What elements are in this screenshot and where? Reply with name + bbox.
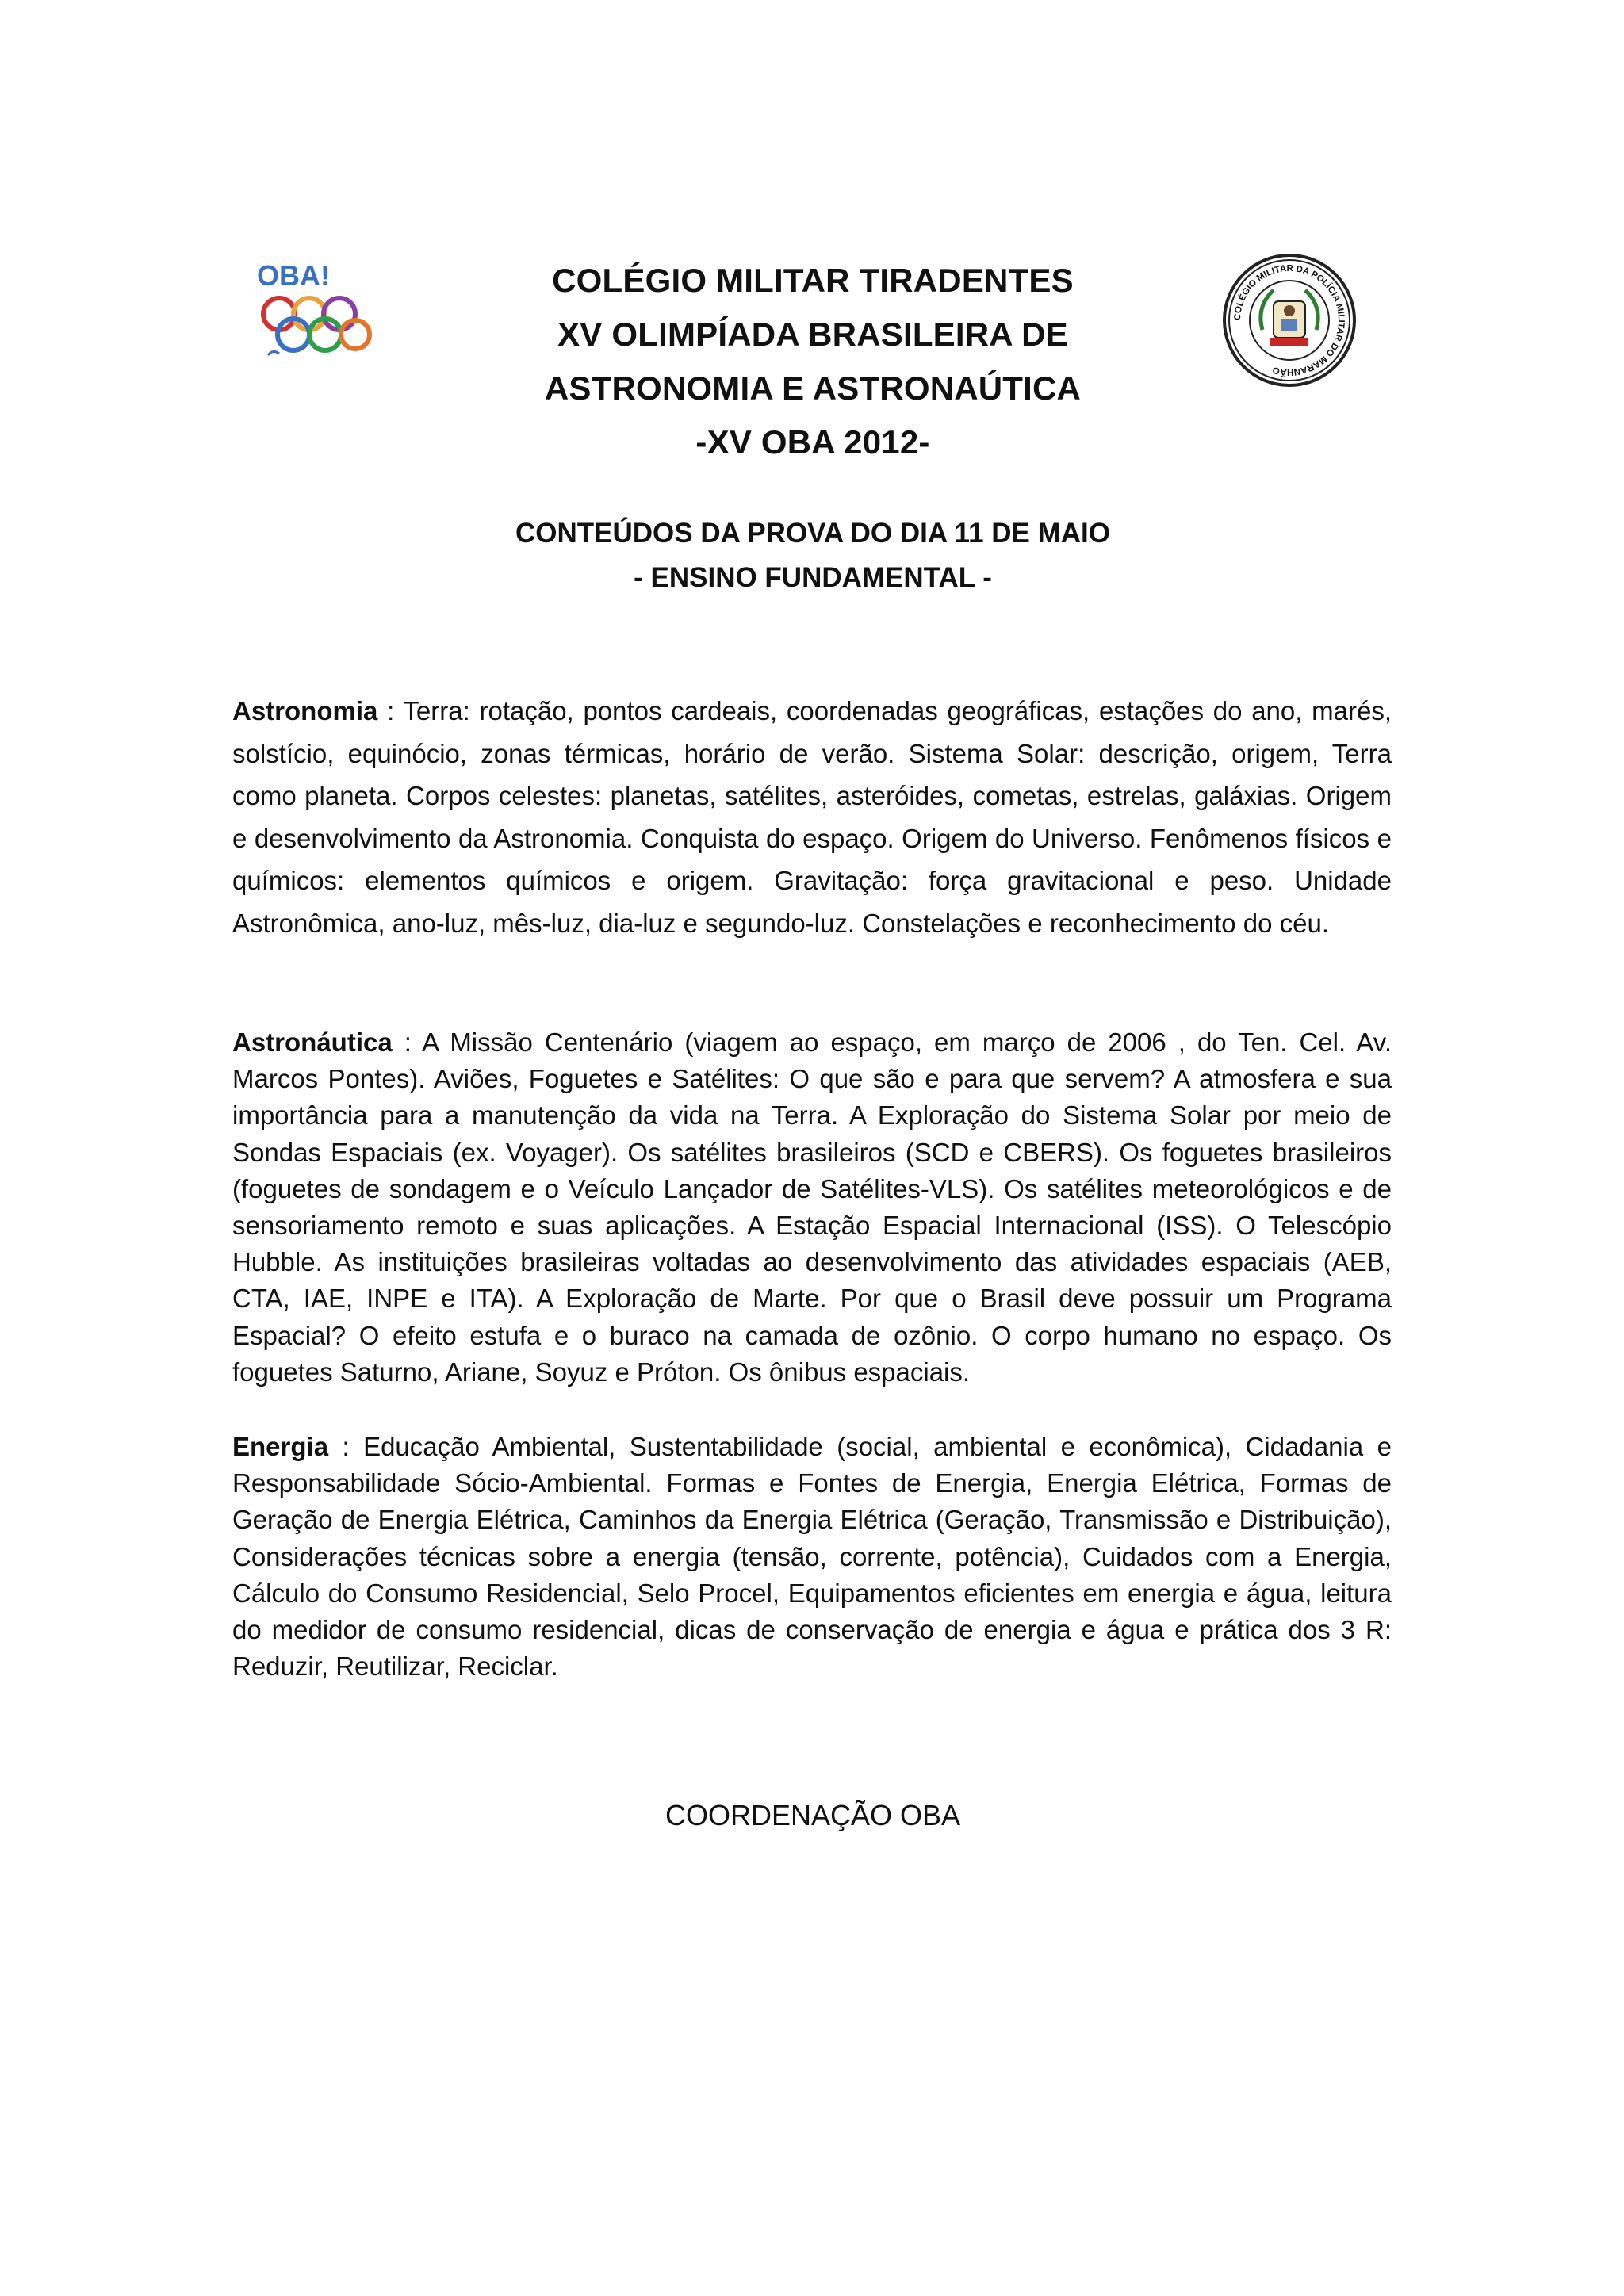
school-seal-graphic — [1221, 252, 1358, 388]
section-text-astronautica: A Missão Centenário (viagem ao espaço, em março de 2006 , do Ten. Cel. Av. Marcos Pontes). Aviões, Foguetes e Satélites: O que são e para que servem? A atmosfera e sua importância para a manutenção da vida na Terra. A Exploração do Sistema Solar por meio de Sondas Espaciais (ex. Voyager). Os satélites brasileiros (SCD e CBERS). Os foguetes brasileiros (foguetes de sondagem e o Veículo Lançador de Satélites-VLS). Os satélites meteorológicos e de sensoriamento remoto e suas aplicações. A Estação Espacial Internacional (ISS). O Telescópio Hubble. As instituições brasileiras voltadas ao desenvolvimento das atividades espaciais (AEB, CTA, IAE, INPE e ITA). A Exploração de Marte. Por que o Brasil deve possuir um Programa Espacial? O efeito estufa e o buraco na camada de ozônio. O corpo humano no espaço. Os foguetes Saturno, Ariane, Soyuz e Próton. Os ônibus espaciais. — [232, 1027, 1392, 1387]
section-title-astronautica: Astronáutica — [232, 1027, 393, 1057]
oba-logo — [246, 252, 381, 371]
school-seal-logo — [1221, 252, 1358, 388]
seal-ring-text: COLÉGIO MILITAR DA POLÍCIA MILITAR DO MARANHÃO — [1232, 263, 1346, 377]
oba-logo-text: OBA! — [257, 259, 330, 292]
section-title-astronomia: Astronomia — [232, 696, 378, 725]
section-astronomia — [232, 690, 1392, 944]
section-separator: : — [328, 1432, 364, 1461]
school-name: COLÉGIO MILITAR TIRADENTES — [552, 262, 1074, 299]
exam-date-title: CONTEÚDOS DA PROVA DO DIA 11 DE MAIO — [515, 518, 1110, 549]
section-title-energia: Energia — [232, 1432, 329, 1461]
section-astronautica — [232, 1024, 1392, 1391]
olympiad-title-line1: XV OLIMPÍADA BRASILEIRA DE — [557, 316, 1068, 353]
exam-subheader — [412, 511, 1213, 600]
olympiad-title-line2: ASTRONOMIA E ASTRONAÚTICA — [544, 369, 1082, 407]
section-separator: : — [377, 696, 404, 725]
section-text-energia: Educação Ambiental, Sustentabilidade (social, ambiental e econômica), Cidadania e Responsabilidade Sócio-Ambiental. Formas e Fontes de Energia, Energia Elétrica, Formas de Geração de Energia Elétrica, Caminhos da Energia Elétrica (Geração, Transmissão e Distribuição), Considerações técnicas sobre a energia (tensão, corrente, potência), Cuidados com a Energia, Cálculo do Consumo Residencial, Selo Procel, Equipamentos eficientes em energia e água, leitura do medidor de consumo residencial, dicas de conservação de energia e água e prática dos 3 R: Reduzir, Reutilizar, Reciclar. — [232, 1432, 1392, 1682]
section-energia — [232, 1429, 1392, 1685]
oba-logo-graphic — [246, 252, 381, 371]
footer-signature: COORDENAÇÃO OBA — [665, 1799, 961, 1831]
education-level: - ENSINO FUNDAMENTAL - — [634, 562, 992, 593]
edition-label: -XV OBA 2012- — [695, 423, 930, 461]
section-separator: : — [392, 1027, 423, 1057]
document-header — [444, 254, 1182, 469]
section-text-astronomia: Terra: rotação, pontos cardeais, coordenadas geográficas, estações do ano, marés, solstício, equinócio, zonas térmicas, horário de verão. Sistema Solar: descrição, origem, Terra como planeta. Corpos celestes: planetas, satélites, asteróides, cometas, estrelas, galáxias. Origem e desenvolvimento da Astronomia. Conquista do espaço. Origem do Universo. Fenômenos físicos e químicos: elementos químicos e origem. Gravitação: força gravitacional e peso. Unidade Astronômica, ano-luz, mês-luz, dia-luz e segundo-luz. Constelações e reconhecimento do céu. — [232, 696, 1392, 938]
